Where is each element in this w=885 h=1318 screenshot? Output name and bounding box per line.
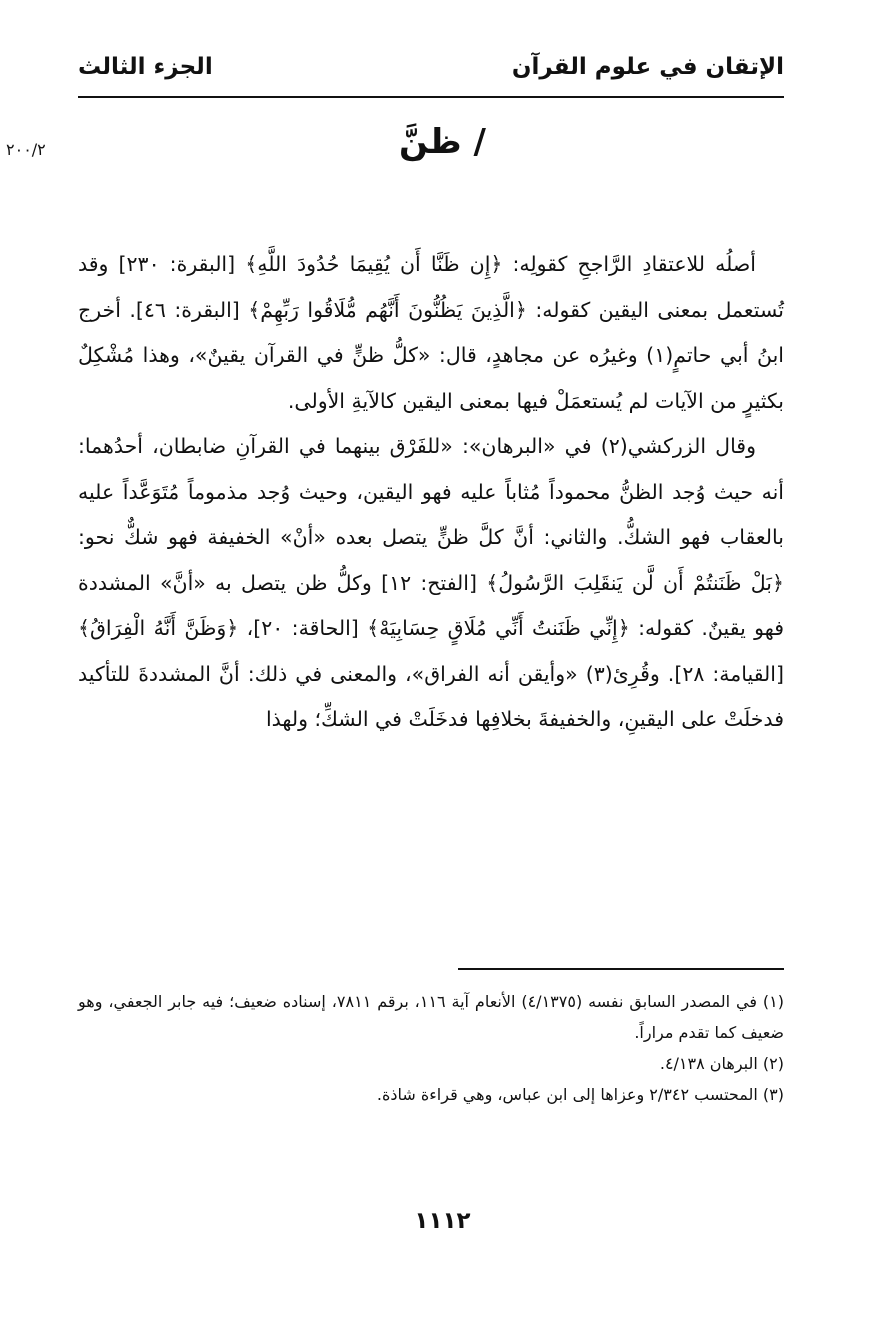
footnote-divider — [458, 968, 784, 970]
footnotes — [78, 986, 784, 1110]
footnote-1: (١) في المصدر السابق نفسه (٤/١٣٧٥) الأنعام آية ١١٦، برقم ٧٨١١، إسناده ضعيف؛ فيه جابر الجعفي، وهو ضعيف كما تقدم مراراً. — [78, 992, 784, 1042]
margin-reference: ٢٠٠/٢ — [6, 140, 46, 159]
book-title: الإتقان في علوم القرآن — [511, 54, 784, 80]
volume-label: الجزء الثالث — [78, 54, 213, 80]
main-text — [78, 242, 784, 743]
footnote-3: (٣) المحتسب ٢/٣٤٢ وعزاها إلى ابن عباس، وهي قراءة شاذة. — [376, 1085, 784, 1104]
paragraph-2: وقال الزركشي(٢) في «البرهان»: «للفَرْق بينهما في القرآنِ ضابطان، أحدُهما: أنه حيث وُجد الظنُّ محموداً مُثاباً عليه فهو اليقين، وحيث وُجد مذموماً مُتَوَعَّداً عليه بالعقاب فهو الشكُّ. والثاني: أنَّ كلَّ ظنٍّ يتصل بعده «أنْ» الخفيفة فهو شكٌّ نحو: ﴿بَلْ ظَنَنتُمْ أَن لَّن يَنقَلِبَ الرَّسُولُ﴾ [الفتح: ١٢] وكلُّ ظن يتصل به «أنَّ» المشددة فهو يقينٌ. كقوله: ﴿إِنِّي ظَنَنتُ أَنِّي مُلَاقٍ حِسَابِيَهْ﴾ [الحاقة: ٢٠]، ﴿وَظَنَّ أَنَّهُ الْفِرَاقُ﴾ [القيامة: ٢٨]. وقُرِئ(٣) «وأيقن أنه الفراق»، والمعنى في ذلك: أنَّ المشددةَ للتأكيد فدخلَتْ على اليقينِ، والخفيفةَ بخلافِها فدخَلَتْ في الشكِّ؛ ولهذا — [78, 434, 785, 731]
entry-heading: / ظنَّ — [399, 122, 486, 162]
page-number: ١١١٢ — [414, 1208, 471, 1234]
paragraph-1: أصلُه للاعتقادِ الرَّاجحِ كقولِه: ﴿إِن ظَنَّا أَن يُقِيمَا حُدُودَ اللَّهِ﴾ [البقرة: ٢٣٠] وقد تُستعمل بمعنى اليقين كقوله: ﴿الَّذِينَ يَظُنُّونَ أَنَّهُم مُّلَاقُوا رَبِّهِمْ﴾ [البقرة: ٤٦]. أخرج ابنُ أبي حاتمٍ(١) وغيرُه عن مجاهدٍ، قال: «كلُّ ظنٍّ في القرآن يقينٌ»، وهذا مُشْكِلٌ بكثيرٍ من الآيات لم يُستعمَلْ فيها بمعنى اليقين كالآيةِ الأولى. — [78, 252, 784, 413]
running-header — [78, 54, 784, 98]
footnote-2: (٢) البرهان ٤/١٣٨. — [659, 1054, 784, 1073]
